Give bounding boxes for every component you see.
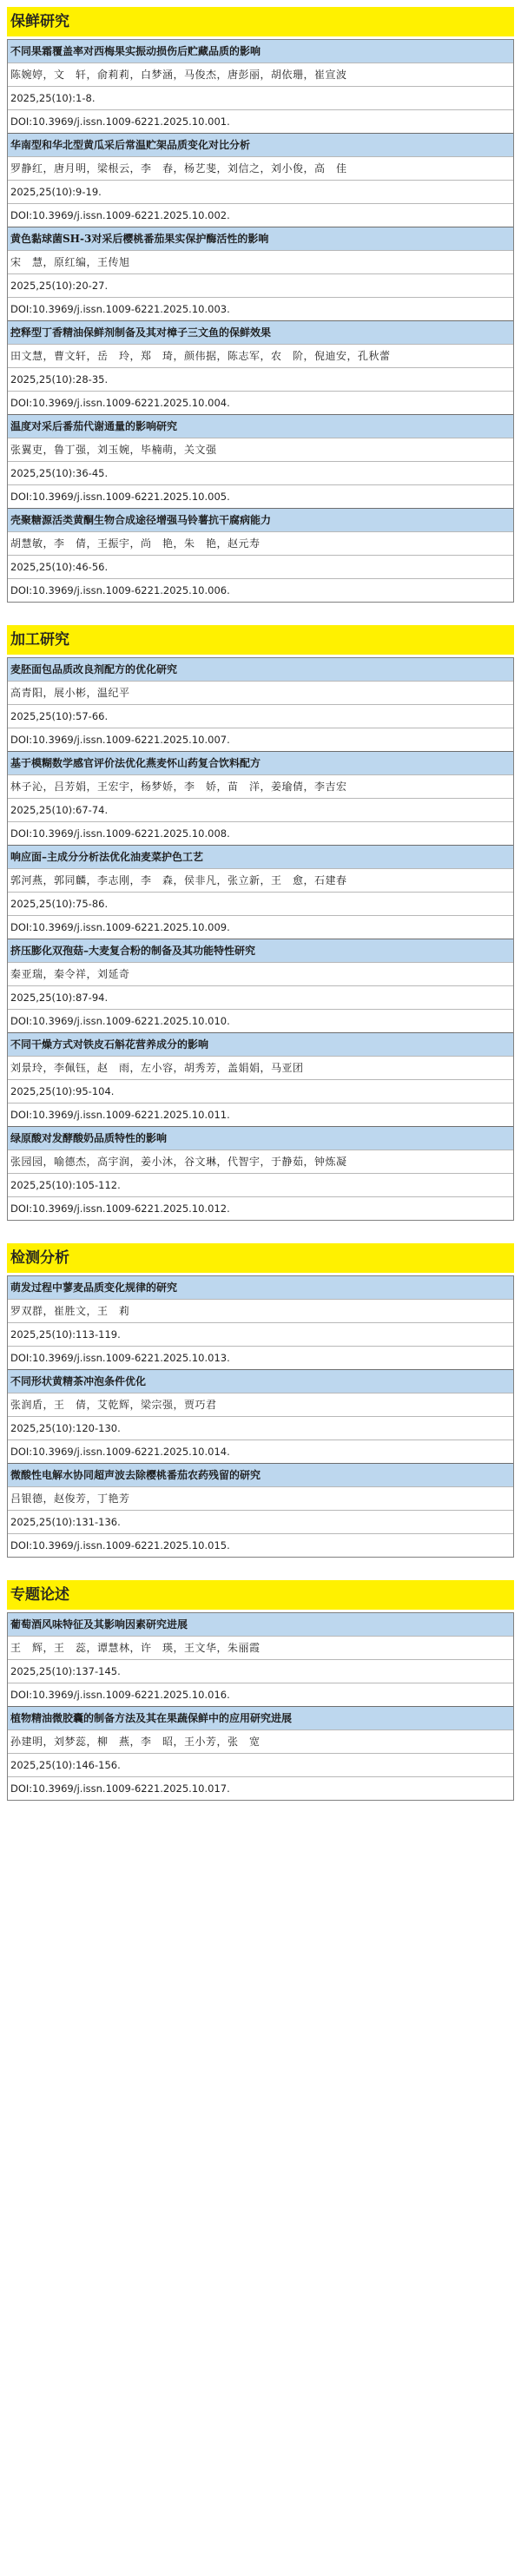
- article-doi[interactable]: DOI:10.3969/j.issn.1009-6221.2025.10.015.: [8, 1533, 513, 1557]
- article-authors: 田文慧，曹文轩，岳 玲，郑 琦，颜伟据，陈志军，农 阶，倪迪安，孔秋蕾: [8, 344, 513, 367]
- article-title[interactable]: 基于模糊数学感官评价法优化燕麦怀山药复合饮料配方: [8, 751, 513, 774]
- article-title[interactable]: 壳聚糖源活类黄酮生物合成途径增强马铃薯抗干腐病能力: [8, 508, 513, 531]
- article-doi[interactable]: DOI:10.3969/j.issn.1009-6221.2025.10.011.: [8, 1103, 513, 1126]
- article-doi[interactable]: DOI:10.3969/j.issn.1009-6221.2025.10.016.: [8, 1683, 513, 1706]
- article-title[interactable]: 葡萄酒风味特征及其影响因素研究进展: [8, 1613, 513, 1636]
- article-citation: 2025,25(10):57-66.: [8, 704, 513, 728]
- article-citation: 2025,25(10):113-119.: [8, 1322, 513, 1346]
- article-citation: 2025,25(10):20-27.: [8, 273, 513, 297]
- article-title[interactable]: 麦胚面包品质改良剂配方的优化研究: [8, 658, 513, 681]
- article-doi[interactable]: DOI:10.3969/j.issn.1009-6221.2025.10.004.: [8, 391, 513, 414]
- article-title[interactable]: 植物精油微胶囊的制备方法及其在果蔬保鲜中的应用研究进展: [8, 1706, 513, 1729]
- article-authors: 罗双群，崔胜文，王 莉: [8, 1299, 513, 1322]
- article-title[interactable]: 控释型丁香精油保鲜剂制备及其对樟子三文鱼的保鲜效果: [8, 320, 513, 344]
- article-list: [7, 39, 514, 603]
- article-doi[interactable]: DOI:10.3969/j.issn.1009-6221.2025.10.003.: [8, 297, 513, 320]
- article-title[interactable]: 黄色黏球菌SH-3对采后樱桃番茄果实保护酶活性的影响: [8, 227, 513, 250]
- article-authors: 张翼吏，鲁丁强，刘玉婉，毕楠萌，关文强: [8, 438, 513, 461]
- article-authors: 张润盾，王 倩，艾乾辉，梁宗强，贾巧君: [8, 1393, 513, 1416]
- article-citation: 2025,25(10):105-112.: [8, 1173, 513, 1196]
- article-title[interactable]: 萌发过程中蓼麦品质变化规律的研究: [8, 1276, 513, 1299]
- article-authors: 宋 慧，原红编，王传旭: [8, 250, 513, 273]
- section-heading: 加工研究: [7, 625, 514, 655]
- article-list: [7, 1612, 514, 1801]
- article-citation: 2025,25(10):46-56.: [8, 555, 513, 578]
- article-doi[interactable]: DOI:10.3969/j.issn.1009-6221.2025.10.010.: [8, 1009, 513, 1032]
- article-authors: 刘景玲，李佩钰，赵 雨，左小容，胡秀芳，盖娟娟，马亚团: [8, 1056, 513, 1079]
- article-doi[interactable]: DOI:10.3969/j.issn.1009-6221.2025.10.013.: [8, 1346, 513, 1369]
- article-citation: 2025,25(10):146-156.: [8, 1753, 513, 1776]
- article-citation: 2025,25(10):67-74.: [8, 798, 513, 821]
- article-authors: 陈婉婷，文 轩，俞莉莉，白梦涵，马俊杰，唐彭丽，胡依珊，崔宣波: [8, 63, 513, 86]
- article-doi[interactable]: DOI:10.3969/j.issn.1009-6221.2025.10.017.: [8, 1776, 513, 1800]
- article-title[interactable]: 响应面–主成分分析法优化油麦菜护色工艺: [8, 845, 513, 868]
- article-doi[interactable]: DOI:10.3969/j.issn.1009-6221.2025.10.008.: [8, 821, 513, 845]
- article-title[interactable]: 不同干燥方式对铁皮石斛花营养成分的影响: [8, 1032, 513, 1056]
- article-citation: 2025,25(10):9-19.: [8, 180, 513, 203]
- article-authors: 秦亚瑞，秦令祥，刘延奇: [8, 962, 513, 985]
- article-citation: 2025,25(10):87-94.: [8, 985, 513, 1009]
- article-title[interactable]: 不同形状黄精茶冲泡条件优化: [8, 1369, 513, 1393]
- article-title[interactable]: 温度对采后番茄代谢通量的影响研究: [8, 414, 513, 438]
- article-doi[interactable]: DOI:10.3969/j.issn.1009-6221.2025.10.001.: [8, 109, 513, 133]
- article-citation: 2025,25(10):75-86.: [8, 892, 513, 915]
- article-authors: 林子沁，吕芳娟，王宏宇，杨梦娇，李 娇，苗 洋，姜瑜倩，李吉宏: [8, 774, 513, 798]
- section-heading: 保鲜研究: [7, 7, 514, 36]
- article-authors: 王 辉，王 蕊，谭慧林，许 瑛，王文华，朱丽霞: [8, 1636, 513, 1659]
- toc-section: [7, 625, 514, 1221]
- article-citation: 2025,25(10):1-8.: [8, 86, 513, 109]
- article-title[interactable]: 绿原酸对发酵酸奶品质特性的影响: [8, 1126, 513, 1150]
- article-authors: 罗静红，唐月明，梁根云，李 春，杨艺斐，刘信之，刘小俊，高 佳: [8, 156, 513, 180]
- article-citation: 2025,25(10):120-130.: [8, 1416, 513, 1440]
- article-authors: 吕银德，赵俊芳，丁艳芳: [8, 1486, 513, 1510]
- article-citation: 2025,25(10):131-136.: [8, 1510, 513, 1533]
- article-title[interactable]: 不同果霜覆盖率对西梅果实振动损伤后贮藏品质的影响: [8, 40, 513, 63]
- toc-section: [7, 7, 514, 603]
- article-title[interactable]: 华南型和华北型黄瓜采后常温贮架品质变化对比分析: [8, 133, 513, 156]
- article-citation: 2025,25(10):137-145.: [8, 1659, 513, 1683]
- article-authors: 孙建明，刘梦蕊，柳 燕，李 昭，王小芳，张 宽: [8, 1729, 513, 1753]
- article-doi[interactable]: DOI:10.3969/j.issn.1009-6221.2025.10.012.: [8, 1196, 513, 1220]
- article-authors: 郭河燕，郭同麟，李志刚，李 森，侯非凡，张立新，王 愈，石建春: [8, 868, 513, 892]
- article-title[interactable]: 微酸性电解水协同超声波去除樱桃番茄农药残留的研究: [8, 1463, 513, 1486]
- article-citation: 2025,25(10):95-104.: [8, 1079, 513, 1103]
- article-authors: 胡慧敏，李 倩，王振宇，尚 艳，朱 艳，赵元寿: [8, 531, 513, 555]
- article-authors: 张园园，喻德杰，高宇润，姜小沐，谷文琳，代智宇，于静茹，钟炼凝: [8, 1150, 513, 1173]
- article-doi[interactable]: DOI:10.3969/j.issn.1009-6221.2025.10.006.: [8, 578, 513, 602]
- article-citation: 2025,25(10):28-35.: [8, 367, 513, 391]
- article-authors: 高青阳，展小彬，温纪平: [8, 681, 513, 704]
- section-heading: 专题论述: [7, 1580, 514, 1610]
- toc-section: [7, 1243, 514, 1558]
- section-heading: 检测分析: [7, 1243, 514, 1273]
- article-doi[interactable]: DOI:10.3969/j.issn.1009-6221.2025.10.002.: [8, 203, 513, 227]
- article-list: [7, 1275, 514, 1558]
- article-doi[interactable]: DOI:10.3969/j.issn.1009-6221.2025.10.007.: [8, 728, 513, 751]
- article-doi[interactable]: DOI:10.3969/j.issn.1009-6221.2025.10.014.: [8, 1440, 513, 1463]
- article-doi[interactable]: DOI:10.3969/j.issn.1009-6221.2025.10.009.: [8, 915, 513, 939]
- article-doi[interactable]: DOI:10.3969/j.issn.1009-6221.2025.10.005.: [8, 484, 513, 508]
- article-citation: 2025,25(10):36-45.: [8, 461, 513, 484]
- toc-section: [7, 1580, 514, 1801]
- article-title[interactable]: 挤压膨化双孢菇–大麦复合粉的制备及其功能特性研究: [8, 939, 513, 962]
- article-list: [7, 657, 514, 1221]
